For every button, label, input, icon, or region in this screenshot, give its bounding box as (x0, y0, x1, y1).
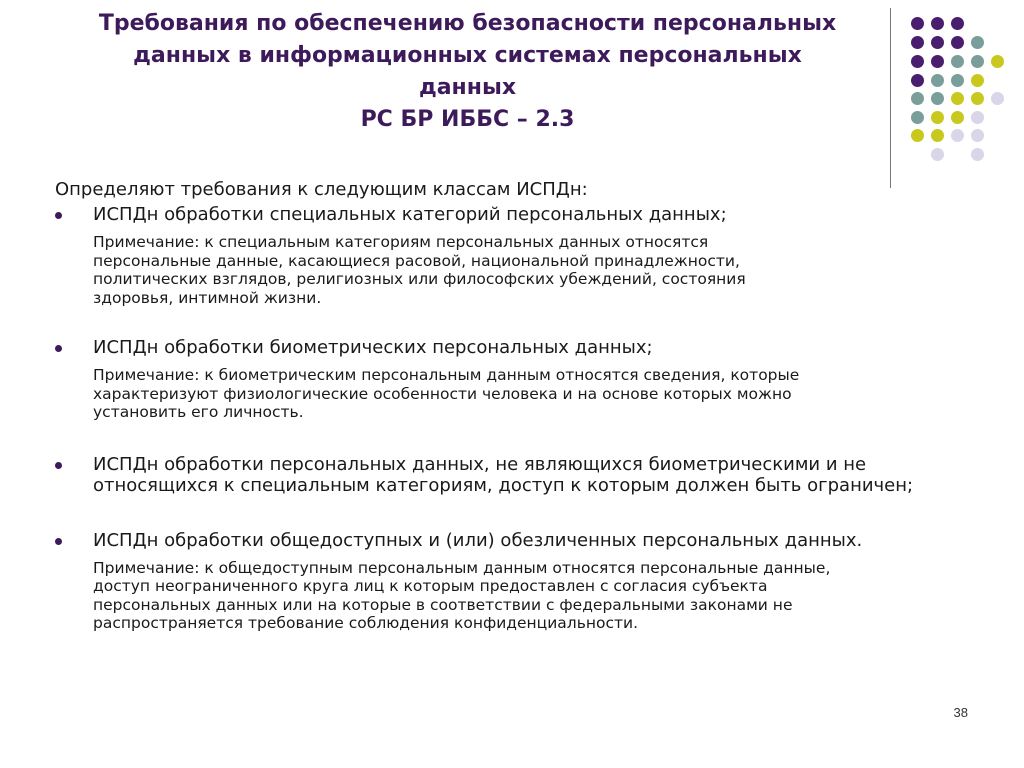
title-line-4: РС БР ИББС – 2.3 (360, 107, 575, 132)
dot (931, 36, 944, 49)
dot (931, 129, 944, 142)
item-note: Примечание: к специальным категориям персональных данных относятся персональные данные, касающиеся расовой, национальной принадлежности, политических взглядов, религиозных или философских убеждений, состояния здоровья, интимной жизни. (93, 233, 746, 307)
dot (971, 92, 984, 105)
dot (911, 55, 924, 68)
item-text: ИСПДн обработки специальных категорий персональных данных; (93, 204, 727, 225)
list-item (55, 337, 975, 422)
dot (931, 111, 944, 124)
dot (951, 17, 964, 30)
dot (991, 55, 1004, 68)
list-item (55, 530, 975, 633)
dot (911, 92, 924, 105)
slide-title (40, 8, 895, 136)
divider-line (890, 8, 891, 188)
dot (951, 55, 964, 68)
dot (951, 92, 964, 105)
dot (931, 74, 944, 87)
dot (911, 17, 924, 30)
title-line-2: данных в информационных системах персональных (133, 43, 802, 68)
item-text: ИСПДн обработки персональных данных, не являющихся биометрическими и не относящихся к специальным категориям, доступ к которым должен быть ограничен; (93, 453, 914, 496)
page-number: 38 (953, 705, 968, 720)
item-note: Примечание: к общедоступным персональным данным относятся персональные данные, доступ неограниченного круга лиц к которым предоставлен с согласия субъекта персональных данных или на которые в соответствии с федеральными законами не распространяется требование соблюдения конфиденциальности. (93, 558, 831, 632)
dot (971, 111, 984, 124)
dot (971, 36, 984, 49)
list-item (55, 204, 975, 307)
dot (911, 111, 924, 124)
dot (911, 129, 924, 142)
bullet-dot-icon (55, 345, 62, 352)
dot (951, 36, 964, 49)
dot (971, 74, 984, 87)
dot (931, 92, 944, 105)
dot (911, 74, 924, 87)
bullet-dot-icon (55, 462, 62, 469)
list-item (55, 454, 975, 496)
bullet-dot-icon (55, 538, 62, 545)
bullet-dot-icon (55, 212, 62, 219)
dot (931, 55, 944, 68)
title-line-3: данных (418, 75, 517, 100)
item-note: Примечание: к биометрическим персональным данным относятся сведения, которые характеризуют физиологические особенности человека и на основе которых можно установить его личность. (93, 366, 800, 421)
dot (951, 111, 964, 124)
dot (951, 129, 964, 142)
slide-body (55, 179, 975, 633)
dot (931, 148, 944, 161)
dot (971, 129, 984, 142)
item-text: ИСПДн обработки общедоступных и (или) обезличенных персональных данных. (93, 529, 863, 551)
intro-text: Определяют требования к следующим классам ИСПДн: (55, 179, 588, 200)
item-text: ИСПДн обработки биометрических персональных данных; (93, 337, 653, 358)
title-line-1: Требования по обеспечению безопасности персональных (98, 11, 837, 36)
dot (911, 36, 924, 49)
dot (971, 148, 984, 161)
dot (971, 55, 984, 68)
dot (931, 17, 944, 30)
dot (951, 74, 964, 87)
dot (991, 92, 1004, 105)
